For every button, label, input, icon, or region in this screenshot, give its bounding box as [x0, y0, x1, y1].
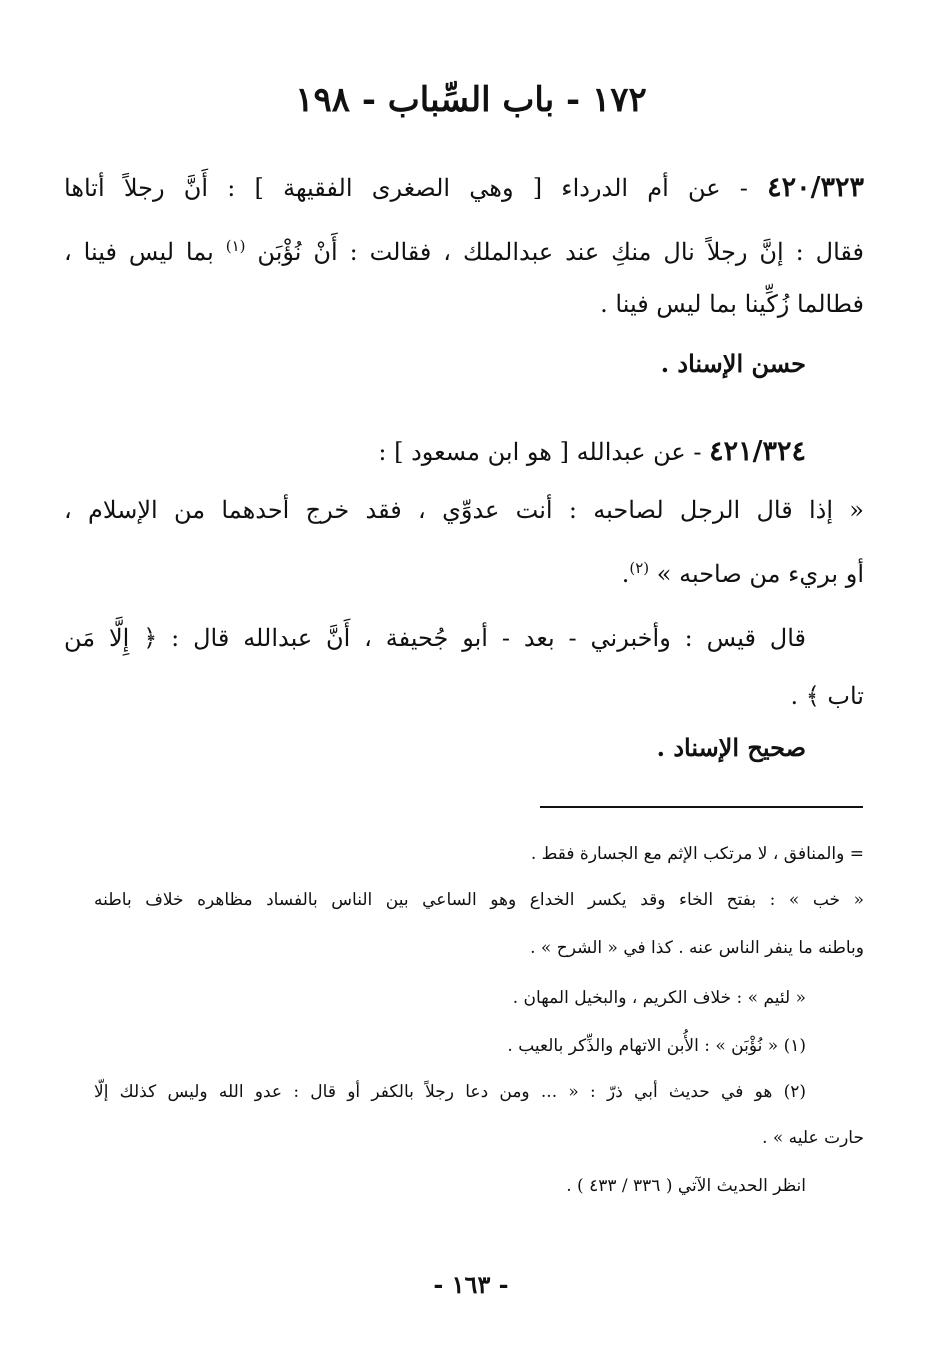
- footnote-line: (٢) هو في حديث أبي ذرّ : « ... ومن دعا رجلاً بالكفر أو قال : عدو الله وليس كذلك إلّا: [94, 1082, 806, 1102]
- hadith-1-line-2: [64, 228, 864, 270]
- hadith-2-line-3: [64, 550, 864, 592]
- hadith-1-line-2-text-a: فقال : إنَّ رجلاً نال منكِ عند عبدالملك ، فقالت : أَنْ نُؤْبَن: [257, 238, 864, 266]
- hadith-1-line-1-text: - عن أم الدرداء [ وهي الصغرى الفقيهة ] : أَنَّ رجلاً أتاها: [64, 174, 748, 202]
- hadith-1-number: ٤٢٠/٣٢٣: [767, 172, 864, 203]
- footnote-ref-1: (١): [225, 237, 246, 255]
- hadith-1-line-3: فطالما زُكِّينا بما ليس فينا .: [600, 290, 864, 318]
- footnote-line: (١) « نُؤْبَن » : الأُبن الاتهام والذِّكر بالعيب .: [507, 1036, 806, 1056]
- hadith-2-line-5: تاب ﴾ .: [790, 682, 864, 710]
- hadith-2-line-4: قال قيس : وأخبرني - بعد - أبو جُحيفة ، أَنَّ عبدالله قال : ﴿ إِلَّا مَن: [64, 624, 806, 652]
- hadith-2-line-3-text-a: أو بريء من صاحبه »: [656, 560, 864, 588]
- footnote-line: حارت عليه » .: [762, 1128, 864, 1148]
- footnote-ref-2: (٢): [629, 559, 650, 577]
- hadith-1-grading: حسن الإسناد .: [660, 349, 806, 378]
- page-number: - ١٦٣ -: [433, 1270, 509, 1299]
- hadith-2-line-1: [64, 434, 864, 470]
- footnote-line: = والمنافق ، لا مرتكب الإثم مع الجسارة فقط .: [530, 844, 864, 864]
- hadith-1-line-2-text-b: بما ليس فينا ،: [64, 238, 214, 266]
- hadith-2-line-3-text-b: .: [621, 560, 630, 588]
- hadith-2-number: ٤٢١/٣٢٤: [709, 436, 806, 467]
- hadith-2-grading: صحيح الإسناد .: [656, 733, 806, 762]
- footnote-divider: [540, 806, 863, 808]
- footnote-line: « خب » : بفتح الخاء وقد يكسر الخداع وهو الساعي بين الناس بالفساد مظاهره خلاف باطنه: [94, 890, 864, 910]
- hadith-2-line-2: « إذا قال الرجل لصاحبه : أنت عدوِّي ، فقد خرج أحدهما من الإسلام ،: [64, 496, 864, 524]
- hadith-2-line-1-text: - عن عبدالله [ هو ابن مسعود ] :: [378, 438, 702, 466]
- chapter-title: ١٧٢ - باب السِّباب - ١٩٨: [295, 80, 647, 120]
- footnote-line: انظر الحديث الآتي ( ٣٣٦ / ٤٣٣ ) .: [566, 1176, 806, 1196]
- hadith-1-line-1: [64, 170, 864, 206]
- footnote-line: « لئيم » : خلاف الكريم ، والبخيل المهان .: [512, 988, 806, 1008]
- footnote-line: وباطنه ما ينفر الناس عنه . كذا في « الشرح » .: [530, 938, 864, 958]
